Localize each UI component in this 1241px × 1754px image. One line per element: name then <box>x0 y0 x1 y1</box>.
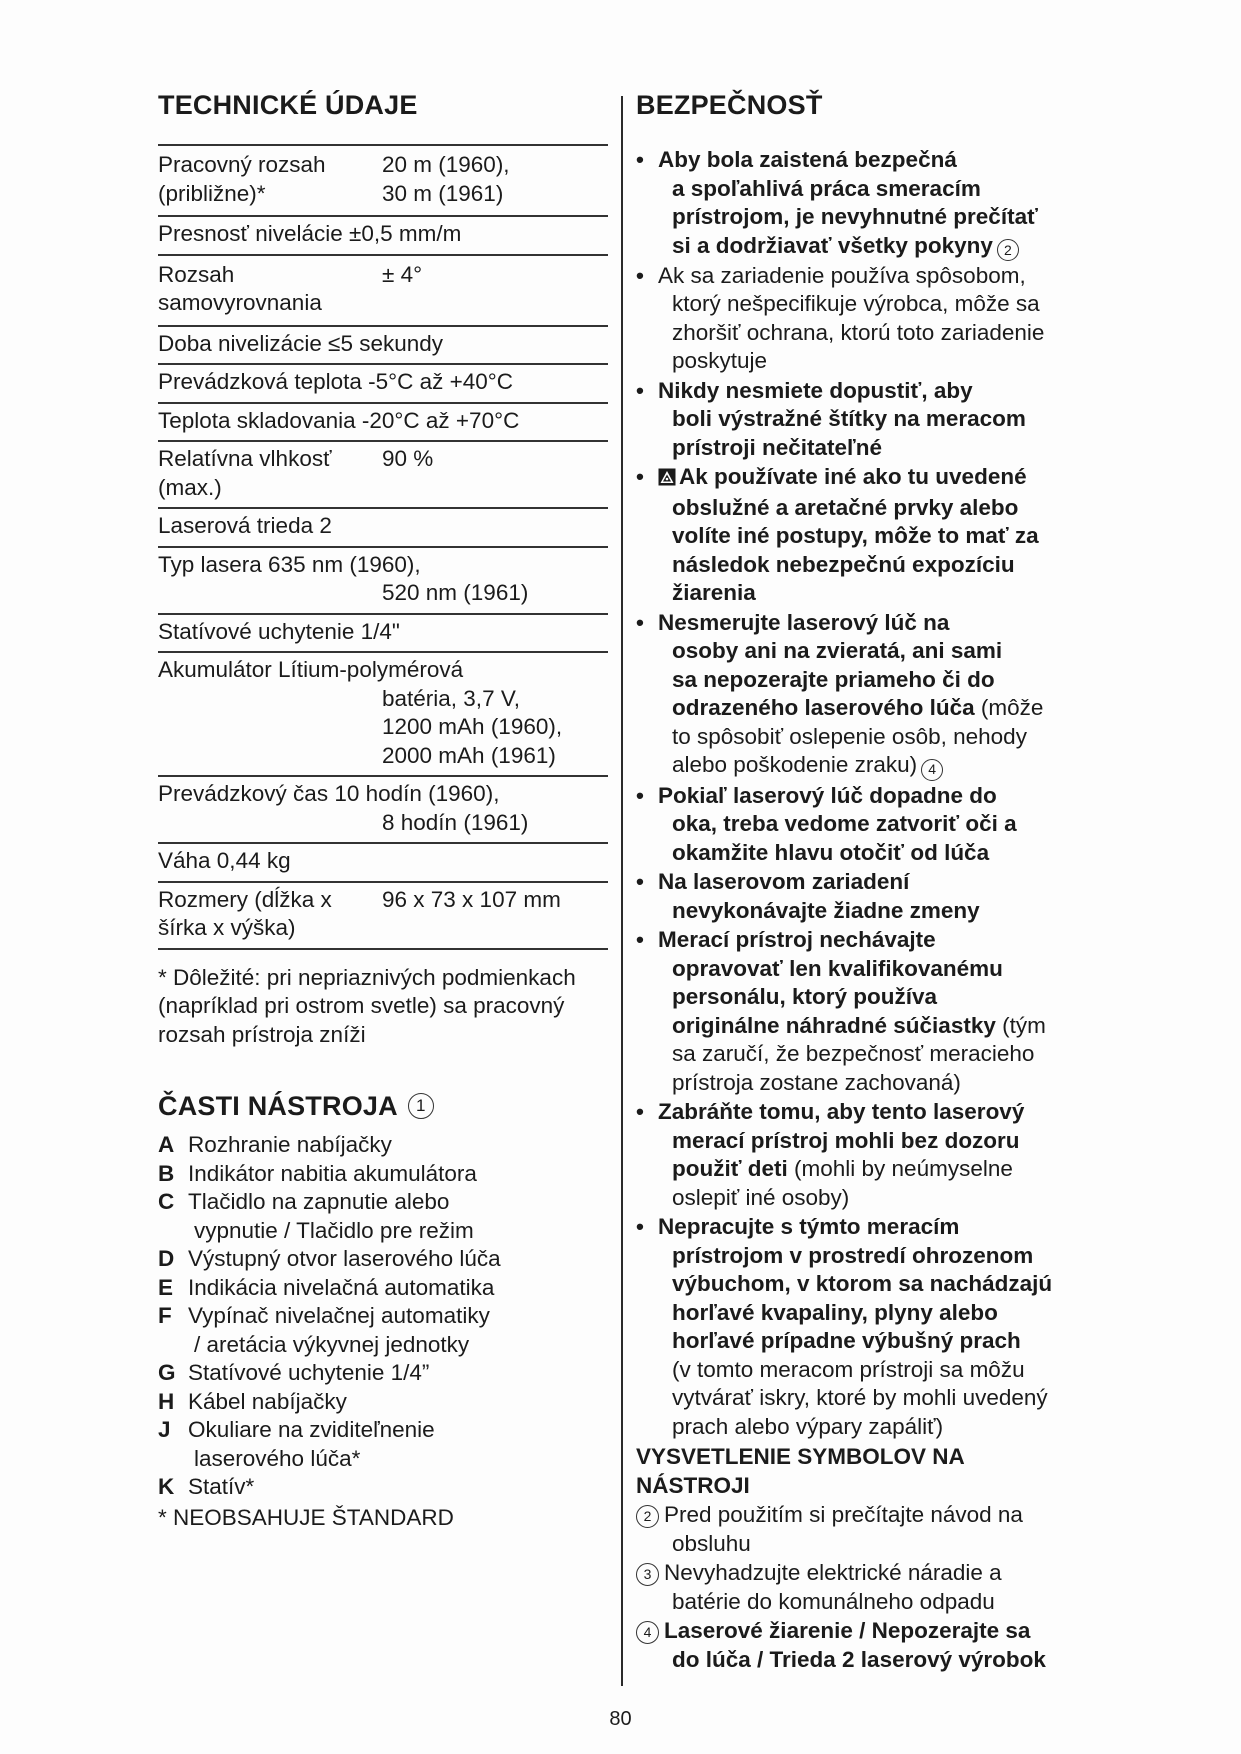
part-key: K <box>158 1474 175 1499</box>
spec-label: samovyrovnania <box>158 290 322 315</box>
symbol-line: obsluhu <box>672 1530 751 1556</box>
part-item <box>158 1188 608 1245</box>
bullet-line: sa zaručí, že bezpečnosť meracieho <box>672 1041 1035 1066</box>
bullet-line: použiť deti <box>672 1156 788 1181</box>
bullet-line: horľavé prípadne výbušný prach <box>672 1328 1021 1353</box>
spec-row <box>158 883 608 950</box>
safety-bullet <box>636 926 1106 1097</box>
spec-row <box>158 548 608 615</box>
spec-text: Statívové uchytenie 1/4" <box>158 618 400 644</box>
left-column <box>158 88 608 1532</box>
part-item <box>158 1131 608 1160</box>
bullet-line: Nikdy nesmiete dopustiť, aby <box>658 377 973 403</box>
safety-bullet <box>636 146 1106 261</box>
spec-label: Pracovný rozsah <box>158 152 326 177</box>
bullet-line: sa nepozerajte priameho či do <box>672 666 995 692</box>
bullet-line: prístrojom v prostredí ohrozenom <box>672 1242 1034 1268</box>
bullet-line: osoby ani na zvieratá, ani sami <box>672 638 1003 664</box>
bullet-line: personálu, ktorý používa <box>672 984 938 1009</box>
bullet-line: (tým <box>995 1012 1046 1038</box>
spec-text: Akumulátor Lítium-polymérová <box>158 657 464 682</box>
part-text: Statívové uchytenie 1/4” <box>188 1360 430 1385</box>
safety-bullet <box>636 1213 1106 1441</box>
bullet-line: obslužné a aretačné prvky alebo <box>672 494 1019 520</box>
safety-bullet <box>636 1098 1106 1212</box>
symbols-heading-line: VYSVETLENIE SYMBOLOV NA <box>636 1444 965 1469</box>
spec-text-continued: 1200 mAh (1960), <box>382 714 563 739</box>
symbol-line: Laserové žiarenie / Nepozerajte sa <box>664 1618 1031 1643</box>
safety-bullet <box>636 782 1106 868</box>
part-text: Tlačidlo na zapnutie alebo <box>188 1189 450 1214</box>
bullet-line: boli výstražné štítky na meracom <box>672 406 1026 432</box>
bullet-line: následok nebezpečnú expozíciu <box>672 551 1015 577</box>
spec-text: Prevádzková teplota -5°C až +40°C <box>158 369 514 394</box>
parts-heading <box>158 1089 608 1123</box>
part-text: Výstupný otvor laserového lúča <box>188 1246 501 1271</box>
part-text: Indikátor nabitia akumulátora <box>188 1160 477 1186</box>
bullet-line: vytvárať iskry, ktoré by mohli uvedený <box>672 1385 1048 1410</box>
bullet-dot: • <box>636 927 644 952</box>
bullet-line: Nepracujte s týmto meracím <box>658 1214 960 1239</box>
part-item <box>158 1160 608 1189</box>
footnote-line: * Dôležité: pri nepriaznivých podmienkach <box>158 964 576 990</box>
bullet-line: okamžite hlavu otočiť od lúča <box>672 839 990 865</box>
spec-row <box>158 653 608 777</box>
bullet-dot: • <box>636 464 644 490</box>
part-key: B <box>158 1160 175 1186</box>
right-column <box>636 88 1106 1674</box>
safety-bullets <box>636 146 1106 1441</box>
bullet-line: výbuchom, v ktorom sa nachádzajú <box>672 1271 1053 1296</box>
spec-text: Váha 0,44 kg <box>158 848 291 873</box>
spec-label: Rozmery (dĺžka x <box>158 886 332 912</box>
spec-value: 90 % <box>382 446 434 471</box>
bullet-line: oka, treba vedome zatvoriť oči a <box>672 811 1017 836</box>
spec-row <box>158 844 608 883</box>
spec-value: ± 4° <box>382 261 423 287</box>
spec-value: 96 x 73 x 107 mm <box>382 886 561 912</box>
part-key: J <box>158 1417 171 1442</box>
spec-text: Teplota skladovania -20°C až +70°C <box>158 407 520 433</box>
bullet-line: Ak používate iné ako tu uvedené <box>679 464 1027 490</box>
part-text: Indikácia nivelačná automatika <box>188 1274 495 1300</box>
bullet-line: Ak sa zariadenie používa spôsobom, <box>658 262 1026 288</box>
part-text-continued: / aretácia výkyvnej jednotky <box>194 1331 470 1357</box>
bullet-line: prístrojom, je nevyhnutné prečítať <box>672 204 1038 229</box>
bullet-line: alebo poškodenie zraku) <box>672 752 918 778</box>
part-key: C <box>158 1189 175 1214</box>
spec-text-continued: batéria, 3,7 V, <box>382 685 521 711</box>
spec-text: Typ lasera 635 nm (1960), <box>158 551 421 577</box>
footnote-line: rozsah prístroja zníži <box>158 1021 366 1047</box>
bullet-line: poskytuje <box>672 348 768 374</box>
spec-row <box>158 615 608 654</box>
bullet-line: prístroji nečitateľné <box>672 434 882 460</box>
footnote-line: (napríklad pri ostrom svetle) sa pracovný <box>158 993 565 1018</box>
bullet-dot: • <box>636 262 644 288</box>
spec-label: Relatívna vlhkosť <box>158 446 332 471</box>
parts-list <box>158 1131 608 1532</box>
spec-row <box>158 256 608 327</box>
bullet-line: odrazeného laserového lúča <box>672 695 975 721</box>
bullet-line: volíte iné postupy, môže to mať za <box>672 523 1039 549</box>
part-item <box>158 1416 608 1473</box>
spec-footnote <box>158 964 608 1050</box>
spec-label: (približne)* <box>158 180 266 206</box>
part-text-continued: vypnutie / Tlačidlo pre režim <box>194 1217 474 1243</box>
bullet-line: zhoršiť ochrana, ktorú toto zariadenie <box>672 319 1045 345</box>
bullet-line: (môže <box>974 695 1044 721</box>
figure-ref-3: 3 <box>636 1563 659 1586</box>
bullet-line: opravovať len kvalifikovanému <box>672 955 1003 981</box>
part-item <box>158 1245 608 1274</box>
part-item <box>158 1473 608 1502</box>
bullet-line: prach alebo výpary zapáliť) <box>672 1413 944 1439</box>
spec-row <box>158 327 608 366</box>
part-key: D <box>158 1246 175 1271</box>
spec-value: 30 m (1961) <box>382 180 504 206</box>
safety-bullet <box>636 463 1106 608</box>
bullet-line: horľavé kvapaliny, plyny alebo <box>672 1299 998 1325</box>
spec-row <box>158 217 608 256</box>
part-item <box>158 1302 608 1359</box>
part-text-continued: laserového lúča* <box>194 1445 361 1471</box>
bullet-line: nevykonávajte žiadne zmeny <box>672 897 980 923</box>
part-text: Rozhranie nabíjačky <box>188 1132 392 1157</box>
bullet-dot: • <box>636 782 644 808</box>
safety-bullet <box>636 609 1106 781</box>
part-item <box>158 1359 608 1388</box>
bullet-line: merací prístroj mohli bez dozoru <box>672 1127 1020 1153</box>
spec-row <box>158 509 608 548</box>
spec-text: Laserová trieda 2 <box>158 513 332 538</box>
bullet-line: Aby bola zaistená bezpečná <box>658 147 957 172</box>
spec-row <box>158 777 608 844</box>
safety-bullet <box>636 262 1106 376</box>
spec-text-continued: 520 nm (1961) <box>382 580 529 605</box>
symbol-line: Nevyhadzujte elektrické náradie a <box>664 1560 1002 1585</box>
safety-heading: BEZPEČNOSŤ <box>636 90 823 120</box>
symbol-item <box>636 1501 1106 1558</box>
spec-text-continued: 8 hodín (1961) <box>382 809 529 835</box>
spec-text: Doba nivelizácie ≤5 sekundy <box>158 330 444 356</box>
bullet-line: Pokiaľ laserový lúč dopadne do <box>658 782 997 808</box>
bullet-dot: • <box>636 1214 644 1239</box>
bullet-line: si a dodržiavať všetky pokyny <box>672 232 993 258</box>
spec-row <box>158 146 608 217</box>
spec-row <box>158 365 608 404</box>
bullet-dot: • <box>636 609 644 635</box>
symbol-item <box>636 1617 1106 1674</box>
part-text: Vypínač nivelačnej automatiky <box>188 1303 490 1328</box>
bullet-line: Merací prístroj nechávajte <box>658 927 936 952</box>
spec-text: Presnosť nivelácie ±0,5 mm/m <box>158 221 462 246</box>
spec-value: 20 m (1960), <box>382 152 510 177</box>
bullet-line: a spoľahlivá práca smeracím <box>672 175 981 201</box>
symbol-line: do lúča / Trieda 2 laserový výrobok <box>672 1646 1046 1672</box>
symbol-item <box>636 1559 1106 1616</box>
bullet-line: prístroja zostane zachovaná) <box>672 1069 961 1095</box>
spec-text-continued: 2000 mAh (1961) <box>382 742 556 768</box>
bullet-dot: • <box>636 147 644 172</box>
spec-label: Rozsah <box>158 261 235 287</box>
figure-ref-2: 2 <box>636 1505 659 1528</box>
symbols-heading-line: NÁSTROJI <box>636 1472 750 1498</box>
bullet-dot: • <box>636 377 644 403</box>
figure-ref-4: 4 <box>921 759 943 781</box>
bullet-dot: • <box>636 1099 644 1124</box>
bullet-line: (mohli by neúmyselne <box>787 1156 1013 1181</box>
symbol-line: Pred použitím si prečítajte návod na <box>664 1502 1023 1527</box>
spec-label: (max.) <box>158 474 222 500</box>
spec-table <box>158 144 608 950</box>
symbol-line: batérie do komunálneho odpadu <box>672 1588 995 1614</box>
spec-row <box>158 404 608 443</box>
bullet-line: žiarenia <box>672 580 756 606</box>
symbols-heading <box>636 1443 1106 1500</box>
laser-warning-icon <box>658 465 676 494</box>
bullet-line: oslepiť iné osoby) <box>672 1184 850 1210</box>
part-key: G <box>158 1360 176 1385</box>
parts-heading-text: ČASTI NÁSTROJA <box>158 1091 398 1121</box>
part-key: F <box>158 1303 172 1328</box>
figure-ref-4: 4 <box>636 1621 659 1644</box>
part-text: Statív* <box>188 1474 255 1499</box>
part-key: A <box>158 1132 175 1157</box>
part-key: E <box>158 1274 174 1300</box>
safety-bullet <box>636 868 1106 925</box>
spec-label: šírka x výška) <box>158 915 296 940</box>
part-item <box>158 1388 608 1417</box>
bullet-line: ktorý nešpecifikuje výrobca, môže sa <box>672 291 1040 317</box>
spec-row <box>158 442 608 509</box>
bullet-line: Zabráňte tomu, aby tento laserový <box>658 1099 1025 1124</box>
page-number: 80 <box>609 1708 632 1730</box>
bullet-line: originálne náhradné súčiastky <box>672 1012 996 1038</box>
spec-text: Prevádzkový čas 10 hodín (1960), <box>158 781 500 806</box>
technical-data-heading: TECHNICKÉ ÚDAJE <box>158 90 418 120</box>
part-item <box>158 1274 608 1303</box>
figure-ref-1: 1 <box>408 1093 434 1119</box>
part-key: H <box>158 1388 175 1414</box>
safety-bullet <box>636 377 1106 463</box>
bullet-line: Nesmerujte laserový lúč na <box>658 609 950 635</box>
part-text: Okuliare na zviditeľnenie <box>188 1417 435 1442</box>
parts-footnote: * NEOBSAHUJE ŠTANDARD <box>158 1504 454 1530</box>
column-divider <box>621 96 623 1686</box>
bullet-dot: • <box>636 869 644 894</box>
part-text: Kábel nabíjačky <box>188 1388 347 1414</box>
figure-ref-2: 2 <box>997 239 1019 261</box>
bullet-line: to spôsobiť oslepenie osôb, nehody <box>672 723 1027 749</box>
bullet-line: Na laserovom zariadení <box>658 869 910 894</box>
bullet-line: (v tomto meracom prístroji sa môžu <box>672 1356 1025 1382</box>
